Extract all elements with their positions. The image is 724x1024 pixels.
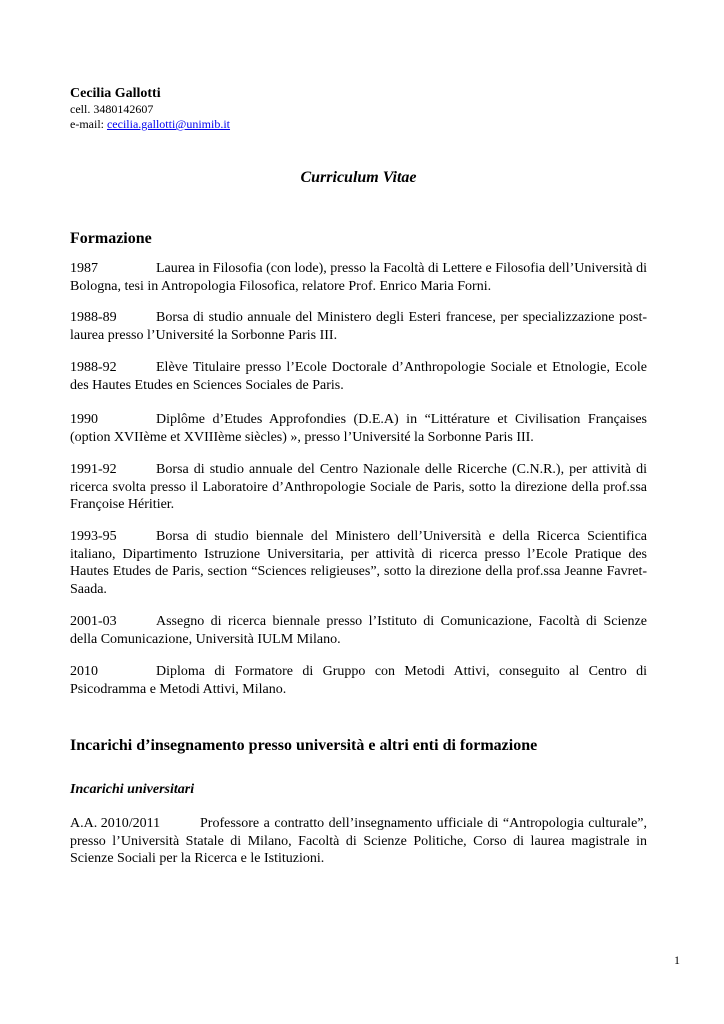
entry-year: 1988-89 — [70, 310, 117, 325]
phone-line: cell. 3480142607 — [70, 102, 154, 116]
entry-text: Borsa di studio annuale del Ministero degli Esteri francese, per specializzazione post-laurea presso l’Université la Sorbonne Paris III. — [70, 310, 647, 343]
cv-page — [70, 85, 647, 866]
entry-year: 1988-92 — [70, 360, 117, 375]
formazione-entry — [70, 411, 647, 446]
formazione-entry — [70, 260, 647, 295]
entry-text: Borsa di studio annuale del Centro Nazionale delle Ricerche (C.N.R.), per attività di ricerca svolta presso il Laboratoire d’Anthropologie Sociale de Paris, sotto la direzione della prof.ssa Françoise Héritier. — [70, 462, 647, 512]
formazione-entry — [70, 528, 647, 598]
section-heading-incarichi: Incarichi d’insegnamento presso università e altri enti di formazione — [70, 737, 538, 754]
document-title: Curriculum Vitae — [300, 169, 417, 186]
entry-year: 1990 — [70, 412, 98, 427]
entry-year: A.A. 2010/2011 — [70, 816, 161, 831]
page-number: 1 — [674, 953, 680, 967]
entry-text: Professore a contratto dell’insegnamento ufficiale di “Antropologia culturale”, presso l’Università Statale di Milano, Facoltà di Scienze Politiche, Corso di laurea magistrale in Scienze Sociali per la Ricerca e le Istituzioni. — [70, 816, 647, 866]
email-line — [70, 117, 647, 132]
formazione-entry — [70, 461, 647, 514]
entry-year: 2001-03 — [70, 614, 117, 629]
entry-year: 1987 — [70, 261, 98, 276]
section-heading-formazione: Formazione — [70, 230, 152, 247]
entry-year: 1991-92 — [70, 462, 117, 477]
formazione-entry — [70, 309, 647, 344]
formazione-entry — [70, 359, 647, 394]
entry-text: Borsa di studio biennale del Ministero dell’Università e della Ricerca Scientifica italiano, Dipartimento Istruzione Universitaria, per attività di ricerca presso l’Ecole Pratique des Hautes Etudes de Paris, section “Sciences religieuses”, sotto la direzione della prof.ssa Jeanne Favret-Saada. — [70, 529, 647, 597]
entry-text: Elève Titulaire presso l’Ecole Doctorale d’Anthropologie Sociale et Etnologie, Ecole des Hautes Etudes en Sciences Sociales de Paris. — [70, 360, 647, 393]
email-link[interactable]: cecilia.gallotti@unimib.it — [106, 117, 231, 131]
formazione-entry — [70, 663, 647, 698]
entry-text: Laurea in Filosofia (con lode), presso la Facoltà di Lettere e Filosofia dell’Università di Bologna, tesi in Antropologia Filosofica, relatore Prof. Enrico Maria Forni. — [70, 261, 647, 294]
email-label: e-mail: — [70, 117, 107, 131]
incarichi-entry — [70, 815, 647, 868]
subsection-heading: Incarichi universitari — [70, 782, 195, 797]
formazione-entry — [70, 613, 647, 648]
entry-year: 1993-95 — [70, 529, 117, 544]
entry-text: Assegno di ricerca biennale presso l’Istituto di Comunicazione, Facoltà di Scienze della Comunicazione, Università IULM Milano. — [70, 614, 647, 647]
entry-year: 2010 — [70, 664, 98, 679]
author-name: Cecilia Gallotti — [70, 86, 161, 101]
entry-text: Diplôme d’Etudes Approfondies (D.E.A) in “Littérature et Civilisation Françaises (option XVIIème et XVIIIème siècles) », presso l’Université la Sorbonne Paris III. — [70, 412, 647, 445]
entry-text: Diploma di Formatore di Gruppo con Metodi Attivi, conseguito al Centro di Psicodramma e Metodi Attivi, Milano. — [70, 664, 647, 697]
